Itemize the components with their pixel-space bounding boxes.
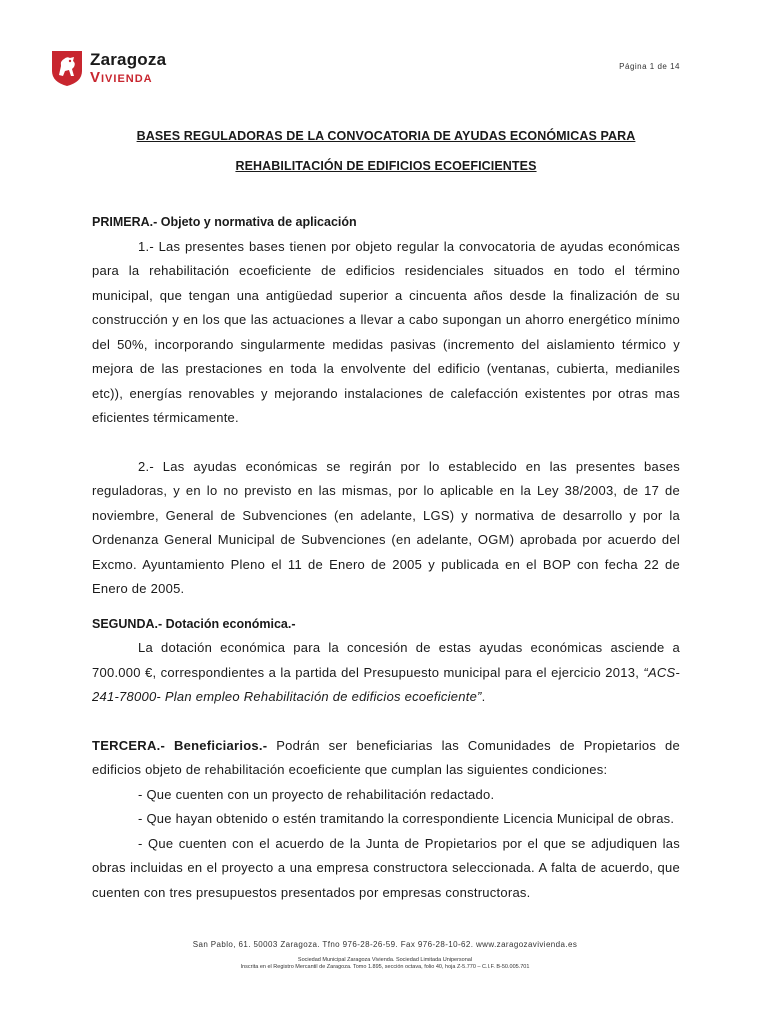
- tercera-item-2: - Que hayan obtenido o estén tramitando la correspondiente Licencia Municipal de obras.: [138, 811, 675, 826]
- footer-company: Sociedad Municipal Zaragoza Vivienda. Sociedad Limitada Unipersonal: [297, 957, 473, 963]
- document-title-line2: REHABILITACIÓN DE EDIFICIOS ECOEFICIENTES: [235, 158, 537, 173]
- footer-registry: Inscrita en el Registro Mercantil de Zaragoza. Tomo 1.895, sección octava, folio 40, hoja Z-5.770 – C.I.F. B-50.005.701: [240, 964, 530, 970]
- page-header: [0, 0, 770, 110]
- lion-shield-icon: [50, 49, 84, 87]
- page-number: Página 1 de 14: [619, 62, 680, 71]
- logo-line2: Vivienda: [90, 69, 153, 86]
- tercera-intro: Podrán ser beneficiarias las Comunidades de Propietarios de edificios objeto de rehabilitación ecoeficiente que cumplan las siguientes condiciones:: [92, 737, 680, 777]
- footer-address: San Pablo, 61. 50003 Zaragoza. Tfno 976-28-26-59. Fax 976-28-10-62. www.zaragozavivienda.es: [192, 940, 578, 949]
- page-footer: [0, 940, 770, 970]
- zaragoza-vivienda-logo: [50, 48, 166, 88]
- segunda-text: La dotación económica para la concesión de estas ayudas económicas asciende a 700.000 €, correspondientes a la partida del Presupuesto municipal para el ejercicio 2013,: [92, 640, 680, 680]
- primera-paragraph-2: 2.- Las ayudas económicas se regirán por lo establecido en las presentes bases reguladoras, y en lo no previsto en las mismas, por lo aplicable en la Ley 38/2003, de 17 de noviembre, General de Subvenciones (en adelante, LGS) y normativa de desarrollo y por la Ordenanza General Municipal de Subvenciones (en adelante, OGM) aprobada por acuerdo del Excmo. Ayuntamiento Pleno el 11 de Enero de 2005 y publicada en el BOP con fecha 22 de Enero de 2005.: [92, 458, 680, 596]
- document-title-line1: BASES REGULADORAS DE LA CONVOCATORIA DE AYUDAS ECONÓMICAS PARA: [136, 129, 636, 143]
- document-body: [92, 124, 680, 905]
- section-primera-heading: PRIMERA.- Objeto y normativa de aplicación: [92, 215, 357, 229]
- primera-paragraph-1: 1.- Las presentes bases tienen por objeto regular la convocatoria de ayudas económicas para la rehabilitación ecoeficiente de edificios residenciales situados en todo el término municipal, que tengan una antigüedad superior a cincuenta años desde la finalización de su construcción y en los que las actuaciones a llevar a cabo supongan un ahorro energético mínimo del 50%, incorporando singularmente medidas pasivas (incremento del aislamiento térmico y mejora de las prestaciones en toda la envolvente del edificio (ventanas, cubierta, medianiles etc)), energías renovables y mejorando instalaciones de calefacción existentes por otras mas eficientes térmicamente.: [92, 238, 680, 425]
- segunda-paragraph: [92, 636, 680, 710]
- tercera-item-1: - Que cuenten con un proyecto de rehabilitación redactado.: [138, 786, 495, 802]
- tercera-item-3: - Que cuenten con el acuerdo de la Junta de Propietarios por el que se adjudiquen las obras incluidas en el proyecto a una empresa constructora seleccionada. A falta de acuerdo, que cuenten con tres presupuestos presentados por empresas constructoras.: [92, 835, 680, 900]
- tercera-paragraph: [92, 734, 680, 783]
- segunda-budget-line: “ACS-241-78000- Plan empleo Rehabilitación de edificios ecoeficiente”: [92, 664, 680, 704]
- segunda-end: .: [481, 689, 486, 704]
- section-tercera-heading: TERCERA.- Beneficiarios.-: [92, 737, 268, 753]
- logo-line1: Zaragoza: [90, 50, 167, 69]
- section-segunda-heading: SEGUNDA.- Dotación económica.-: [92, 616, 296, 631]
